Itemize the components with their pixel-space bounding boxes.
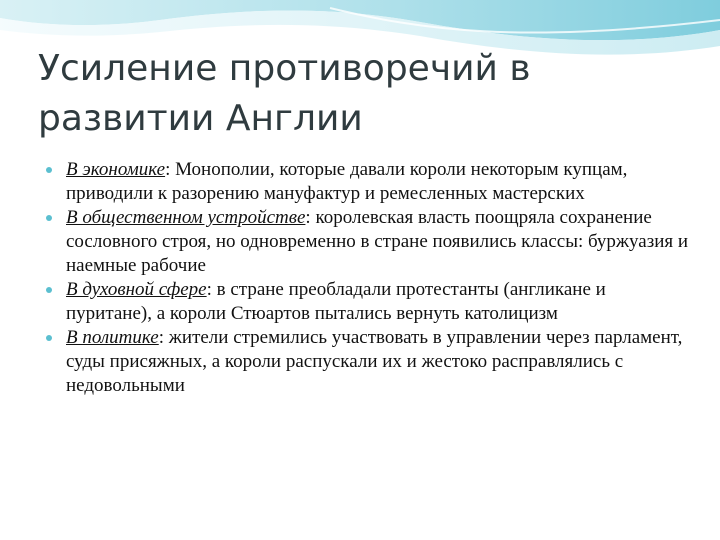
bullet-item-economy	[44, 158, 694, 206]
bullet-text: : в стране преобладали протестанты (англикане и пуритане), а короли Стюартов пытались вернуть католицизм	[66, 279, 606, 324]
bullet-label: В общественном устройстве	[66, 207, 306, 228]
bullet-text: : Монополии, которые давали короли некоторым купцам, приводили к разорению мануфактур и ремесленных мастерских	[66, 159, 628, 204]
bullet-item-politics	[44, 326, 694, 398]
circle-bullet-icon	[46, 167, 52, 173]
bullet-label: В духовной сфере	[66, 279, 207, 300]
circle-bullet-icon	[46, 215, 52, 221]
bullet-list	[44, 158, 694, 398]
circle-bullet-icon	[46, 287, 52, 293]
circle-bullet-icon	[46, 335, 52, 341]
bullet-text: : жители стремились участвовать в управлении через парламент, суды присяжных, а короли распускали их и жестоко расправлялись с недовольными	[66, 327, 683, 396]
bullet-label: В экономике	[66, 159, 166, 180]
bullet-text: : королевская власть поощряла сохранение сословного строя, но одновременно в стране появились классы: буржуазия и наемные рабочие	[66, 207, 689, 276]
bullet-item-society	[44, 206, 694, 278]
slide-title: Усиление противоречий в развитии Англии	[38, 48, 531, 139]
bullet-item-spiritual	[44, 278, 694, 326]
bullet-label: В политике	[66, 327, 159, 348]
